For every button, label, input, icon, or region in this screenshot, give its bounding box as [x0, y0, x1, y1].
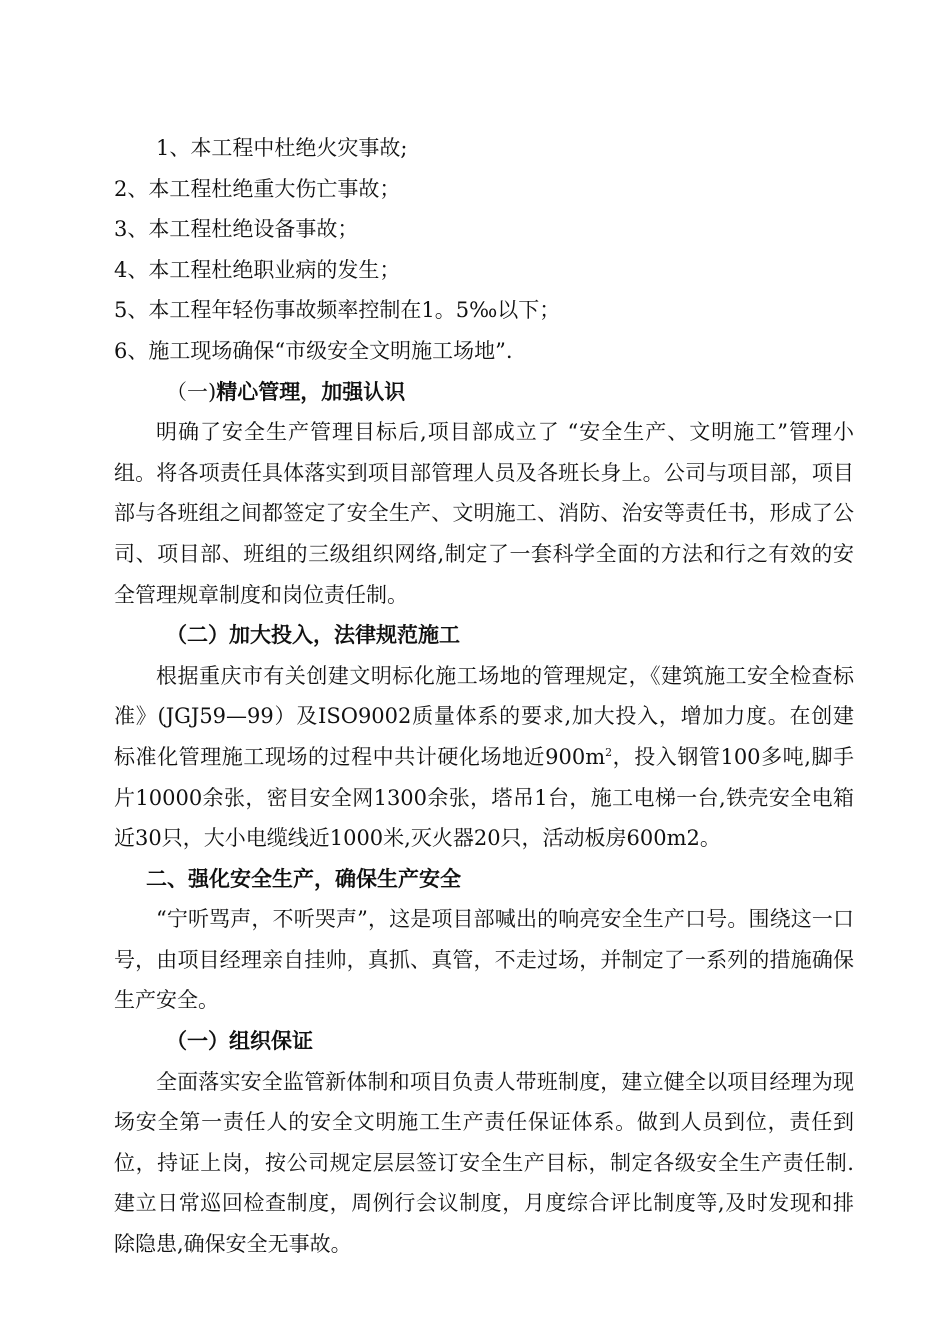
paragraph-slogan: “宁听骂声，不听哭声”，这是项目部喊出的响亮安全生产口号。围绕这一口号，由项目经理亲自挂帅，真抓、真管，不走过场，并制定了一系列的措施确保生产安全。 — [114, 907, 854, 1013]
paragraph-investment-part1: 根据重庆市有关创建文明标化施工场地的管理规定，《建筑施工安全检查标准》(JGJ59—99）及ISO9002质量体系的要求,加大投入，增加力度。在创建标准化管理施工现场的过程中共计硬化场地近900m — [114, 663, 854, 769]
goal-item-3: 3、本工程杜绝设备事故； — [114, 217, 359, 242]
goal-item-5: 5、本工程年轻伤事故频率控制在1。5‰以下； — [114, 298, 561, 323]
paragraph-management: 明确了安全生产管理目标后,项目部成立了 “安全生产、文明施工”管理小组。将各项责任具体落实到项目部管理人员及各班长身上。公司与项目部，项目部与各班组之间都签定了安全生产、文明施工、消防、治安等责任书，形成了公司、项目部、班组的三级组织网络,制定了一套科学全面的方法和行之有效的安全管理规章制度和岗位责任制。 — [114, 420, 854, 607]
section-heading-prefix: （一) — [166, 379, 217, 404]
goal-item-6: 6、施工现场确保“市级安全文明施工场地”. — [114, 338, 513, 363]
chapter-heading-safety: 二、强化安全生产，确保生产安全 — [146, 865, 461, 891]
section-heading-investment: （二）加大投入，法律规范施工 — [166, 622, 460, 648]
paragraph-investment — [114, 656, 854, 859]
paragraph-organization: 全面落实安全监管新体制和项目负责人带班制度，建立健全以项目经理为现场安全第一责任人的安全文明施工生产责任保证体系。做到人员到位，责任到位，持证上岗，按公司规定层层签订安全生产目标，制定各级安全生产责任制.建立日常巡回检查制度，周例行会议制度，月度综合评比制度等,及时发现和排除隐患,确保安全无事故。 — [114, 1069, 854, 1257]
section-heading-organization: （一）组织保证 — [166, 1028, 313, 1054]
document-body — [114, 128, 854, 1265]
goal-item-2: 2、本工程杜绝重大伤亡事故； — [114, 176, 401, 201]
superscript-squared: 2 — [605, 745, 613, 759]
section-heading-management — [114, 372, 854, 413]
goal-item-4: 4、本工程杜绝职业病的发生； — [114, 257, 401, 282]
paragraph-investment-part2: ，投入钢管100多吨,脚手片10000余张，密目安全网1300余张，塔吊1台，施工电梯一台,铁壳安全电箱近30只，大小电缆线近1000米,灭火器20只，活动板房600m2。 — [114, 744, 854, 851]
section-heading-title: 精心管理，加强认识 — [216, 378, 406, 404]
goal-item-1: 1、本工程中杜绝火灾事故; — [156, 136, 408, 160]
